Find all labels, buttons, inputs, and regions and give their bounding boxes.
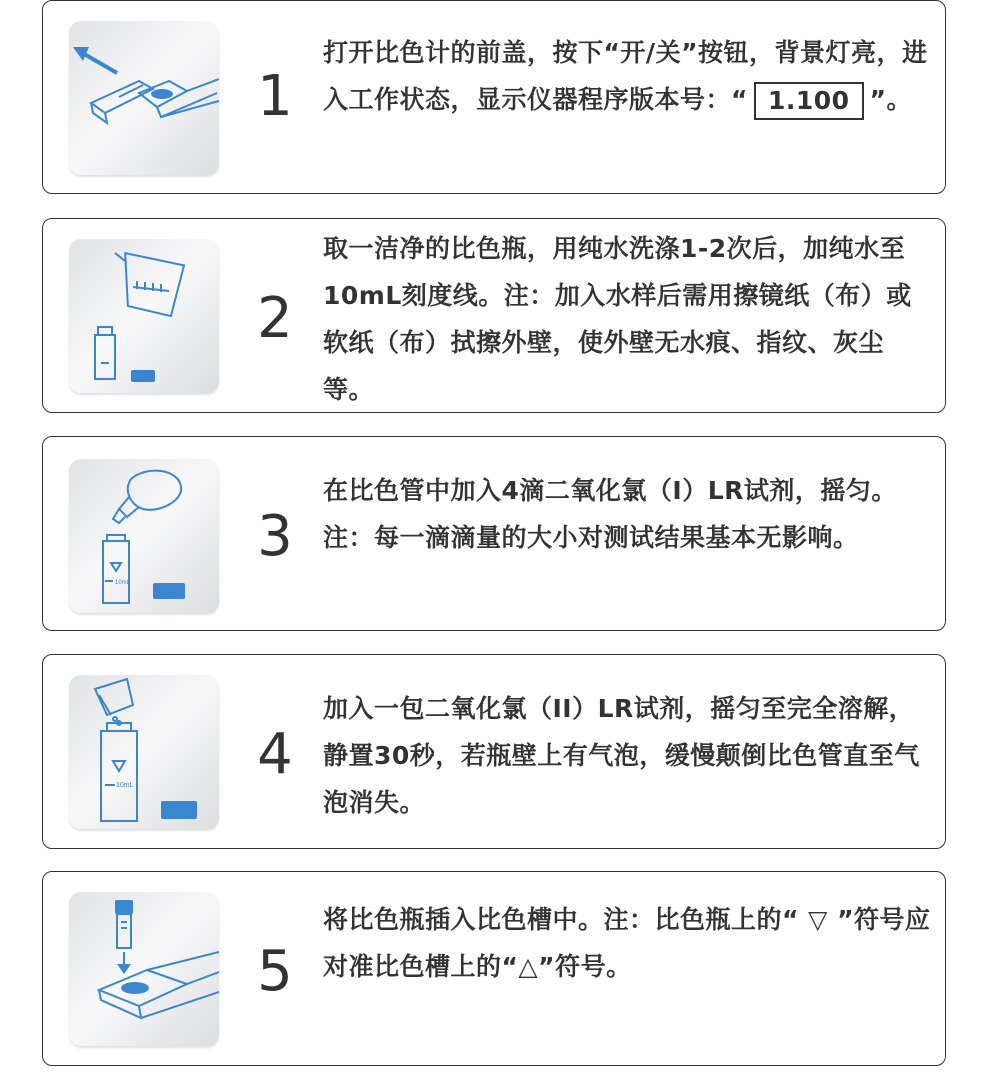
step-text: 取一洁净的比色瓶，用纯水洗涤1-2次后，加纯水至10mL刻度线。注：加入水样后需用擦镜纸（布）或软纸（布）拭擦外壁，使外壁无水痕、指纹、灰尘等。 bbox=[323, 234, 912, 404]
quote-close: ”。 bbox=[869, 85, 912, 114]
bottle-volume-label: 10mL bbox=[116, 782, 134, 789]
step-instruction bbox=[323, 29, 933, 123]
step-card-4 bbox=[42, 654, 946, 849]
step-text: 打开比色计的前盖，按下“开/关”按钮，背景灯亮，进入工作状态，显示仪器程序版本号： bbox=[323, 38, 928, 114]
step-number: 3 bbox=[257, 504, 293, 569]
reagent-pack-icon bbox=[69, 675, 219, 829]
step-card-2 bbox=[42, 218, 946, 413]
firmware-version-box: 1.100 bbox=[754, 82, 864, 120]
step-card-1 bbox=[42, 0, 946, 194]
step-text: 在比色管中加入4滴二氧化氯（I）LR试剂，摇匀。注：每一滴滴量的大小对测试结果基本无影响。 bbox=[323, 476, 897, 552]
step-number: 4 bbox=[257, 722, 293, 787]
step-number: 2 bbox=[257, 286, 293, 351]
colorimeter-open-lid-icon bbox=[69, 21, 219, 175]
step-text: 加入一包二氧化氯（II）LR试剂，摇匀至完全溶解，静置30秒，若瓶壁上有气泡，缓慢颠倒比色管直至气泡消失。 bbox=[323, 694, 920, 817]
step-number: 5 bbox=[257, 939, 293, 1004]
step-number: 1 bbox=[257, 64, 293, 129]
bottle-volume-label: 10mL bbox=[115, 580, 131, 586]
beaker-pour-water-icon bbox=[69, 239, 219, 393]
dropper-bottle-icon bbox=[69, 459, 219, 613]
insert-vial-icon bbox=[69, 892, 219, 1046]
quote-open: “ bbox=[731, 85, 748, 114]
step-text: 将比色瓶插入比色槽中。注：比色瓶上的“ ▽ ”符号应对准比色槽上的“△”符号。 bbox=[323, 905, 931, 981]
step-card-3 bbox=[42, 436, 946, 631]
step-card-5 bbox=[42, 871, 946, 1066]
